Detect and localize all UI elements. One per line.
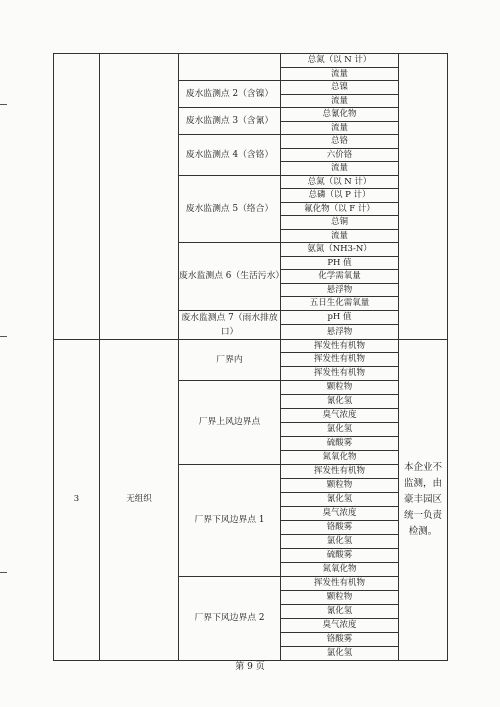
- monitoring-point-cell: 厂界下风边界点 2: [179, 576, 281, 660]
- monitoring-point-cell: 废水监测点 7（雨水排放口）: [179, 310, 281, 339]
- monitoring-point-cell: 厂界内: [179, 339, 281, 380]
- pollutant-cell: 挥发性有机物: [281, 464, 399, 478]
- pollutant-cell: 颗粒物: [281, 478, 399, 492]
- table-row: [54, 54, 448, 68]
- remark-note-cell: 本企业不监测，由豪丰园区统一负责检测。: [399, 339, 448, 660]
- category-cell-empty: [100, 54, 179, 340]
- pollutant-cell: 总镍: [281, 81, 399, 95]
- monitoring-point-cell: 厂界下风边界点 1: [179, 464, 281, 576]
- pollutant-cell: 挥发性有机物: [281, 576, 399, 590]
- pollutant-cell: 氟化物（以 F 计）: [281, 202, 399, 216]
- pollutant-cell: 铬酸雾: [281, 632, 399, 646]
- pollutant-cell: 总铬: [281, 135, 399, 149]
- pollutant-cell: 悬浮物: [281, 325, 399, 340]
- pollutant-cell: 氯化氢: [281, 422, 399, 436]
- pollutant-cell: 挥发性有机物: [281, 366, 399, 380]
- monitoring-point-cell: 废水监测点 3（含氰）: [179, 108, 281, 135]
- seq-cell-empty: [54, 54, 100, 340]
- pollutant-cell: 臭气浓度: [281, 506, 399, 520]
- page-number: 第 9 页: [235, 662, 265, 672]
- pollutant-cell: 硫酸雾: [281, 436, 399, 450]
- pollutant-cell: 挥发性有机物: [281, 339, 399, 353]
- monitoring-point-cell: 厂界上风边界点: [179, 380, 281, 464]
- pollutant-cell: 总磷（以 P 计）: [281, 189, 399, 203]
- pollutant-cell: 氯化氢: [281, 534, 399, 548]
- pollutant-cell: 氮氧化物: [281, 562, 399, 576]
- pollutant-cell: pH 值: [281, 310, 399, 325]
- monitoring-point-cell: [179, 54, 281, 81]
- pollutant-cell: 臭气浓度: [281, 408, 399, 422]
- monitoring-point-cell: 废水监测点 5（络合）: [179, 175, 281, 243]
- seq-cell: 3: [54, 339, 100, 660]
- monitoring-point-cell: 废水监测点 6（生活污水）: [179, 243, 281, 311]
- pollutant-cell: 铬酸雾: [281, 520, 399, 534]
- monitoring-point-cell: 废水监测点 2（含镍）: [179, 81, 281, 108]
- pollutant-cell: 流量: [281, 94, 399, 108]
- remark-cell-empty: [399, 54, 448, 340]
- pollutant-cell: 总铜: [281, 216, 399, 230]
- pollutant-cell: 悬浮物: [281, 283, 399, 297]
- pollutant-cell: 氰化氢: [281, 604, 399, 618]
- pollutant-cell: 总氮（以 N 计）: [281, 175, 399, 189]
- pollutant-cell: 总氰化物: [281, 108, 399, 122]
- binding-mark: [0, 336, 7, 337]
- monitoring-point-cell: 废水监测点 4（含铬）: [179, 135, 281, 176]
- pollutant-cell: 氯化氢: [281, 646, 399, 660]
- pollutant-cell: 氨氮（NH3-N）: [281, 243, 399, 257]
- pollutant-cell: 流量: [281, 162, 399, 176]
- pollutant-cell: PH 值: [281, 256, 399, 270]
- binding-mark: [0, 104, 7, 105]
- pollutant-cell: 流量: [281, 121, 399, 135]
- monitoring-table: [53, 53, 448, 661]
- pollutant-cell: 流量: [281, 67, 399, 81]
- pollutant-cell: 氰化氢: [281, 394, 399, 408]
- binding-mark: [0, 572, 7, 573]
- pollutant-cell: 化学需氧量: [281, 270, 399, 284]
- pollutant-cell: 六价铬: [281, 148, 399, 162]
- pollutant-cell: 流量: [281, 229, 399, 243]
- pollutant-cell: 氮氧化物: [281, 450, 399, 464]
- pollutant-cell: 氰化氢: [281, 492, 399, 506]
- pollutant-cell: 颗粒物: [281, 380, 399, 394]
- category-cell: 无组织: [100, 339, 179, 660]
- pollutant-cell: 硫酸雾: [281, 548, 399, 562]
- pollutant-cell: 颗粒物: [281, 590, 399, 604]
- pollutant-cell: 臭气浓度: [281, 618, 399, 632]
- pollutant-cell: 总氮（以 N 计）: [281, 54, 399, 68]
- table-row: [54, 339, 448, 353]
- pollutant-cell: 五日生化需氧量: [281, 297, 399, 311]
- pollutant-cell: 挥发性有机物: [281, 353, 399, 367]
